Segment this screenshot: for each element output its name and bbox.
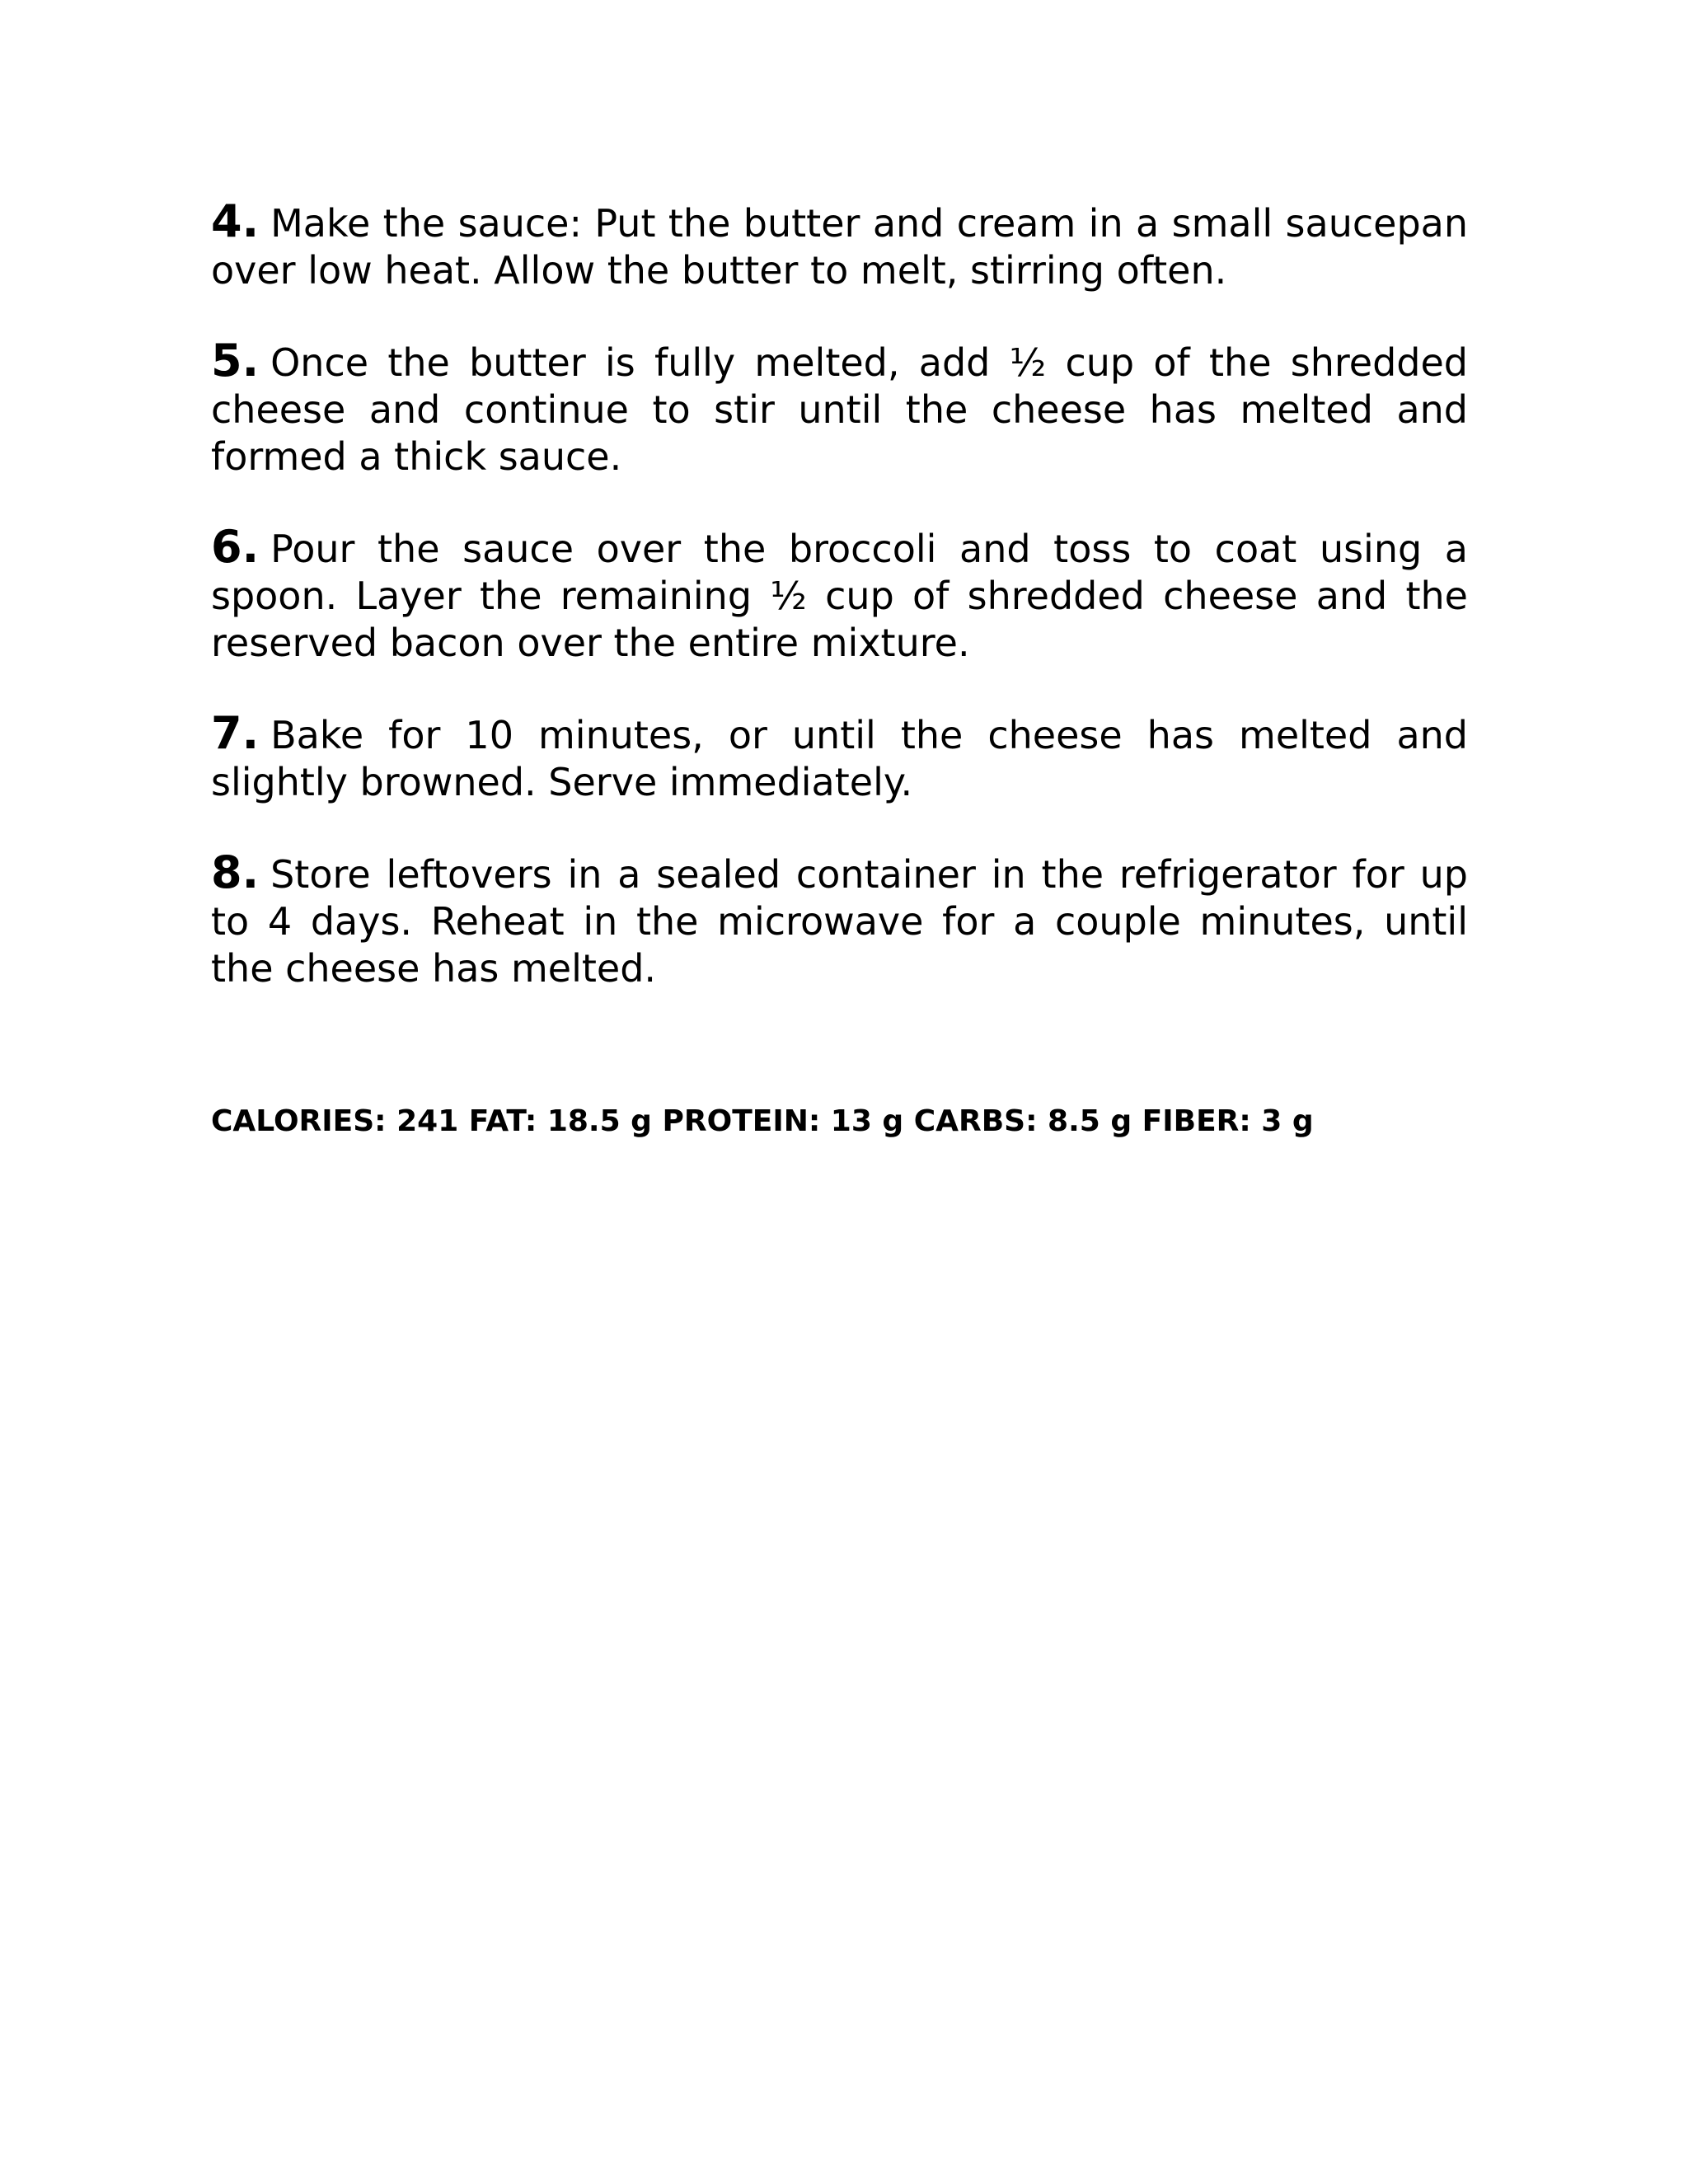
recipe-steps	[211, 195, 1468, 1035]
step-number: 4.	[211, 195, 260, 247]
step-text: Pour the sauce over the broccoli and toss to coat using a spoon. Layer the remaining ½ cup of shredded cheese and the reserved bacon over the entire mixture.	[211, 527, 1468, 665]
step-number: 7.	[211, 707, 260, 759]
step-text: Once the butter is fully melted, add ½ cup of the shredded cheese and continue to stir until the cheese has melted and formed a thick sauce.	[211, 340, 1468, 479]
nutrition-facts: CALORIES: 241 FAT: 18.5 g PROTEIN: 13 g CARBS: 8.5 g FIBER: 3 g	[211, 1104, 1314, 1138]
step-text: Bake for 10 minutes, or until the cheese has melted and slightly browned. Serve immediately.	[211, 713, 1468, 804]
step-8	[211, 846, 1468, 992]
step-text: Make the sauce: Put the butter and cream in a small saucepan over low heat. Allow the butter to melt, stirring often.	[211, 201, 1468, 293]
step-7	[211, 707, 1468, 806]
step-text: Store leftovers in a sealed container in the refrigerator for up to 4 days. Reheat in the microwave for a couple minutes, until the cheese has melted.	[211, 852, 1468, 991]
step-number: 6.	[211, 521, 260, 573]
step-number: 8.	[211, 846, 260, 898]
step-5	[211, 337, 1468, 480]
step-6	[211, 523, 1468, 667]
step-4	[211, 195, 1468, 294]
step-number: 5.	[211, 335, 260, 387]
